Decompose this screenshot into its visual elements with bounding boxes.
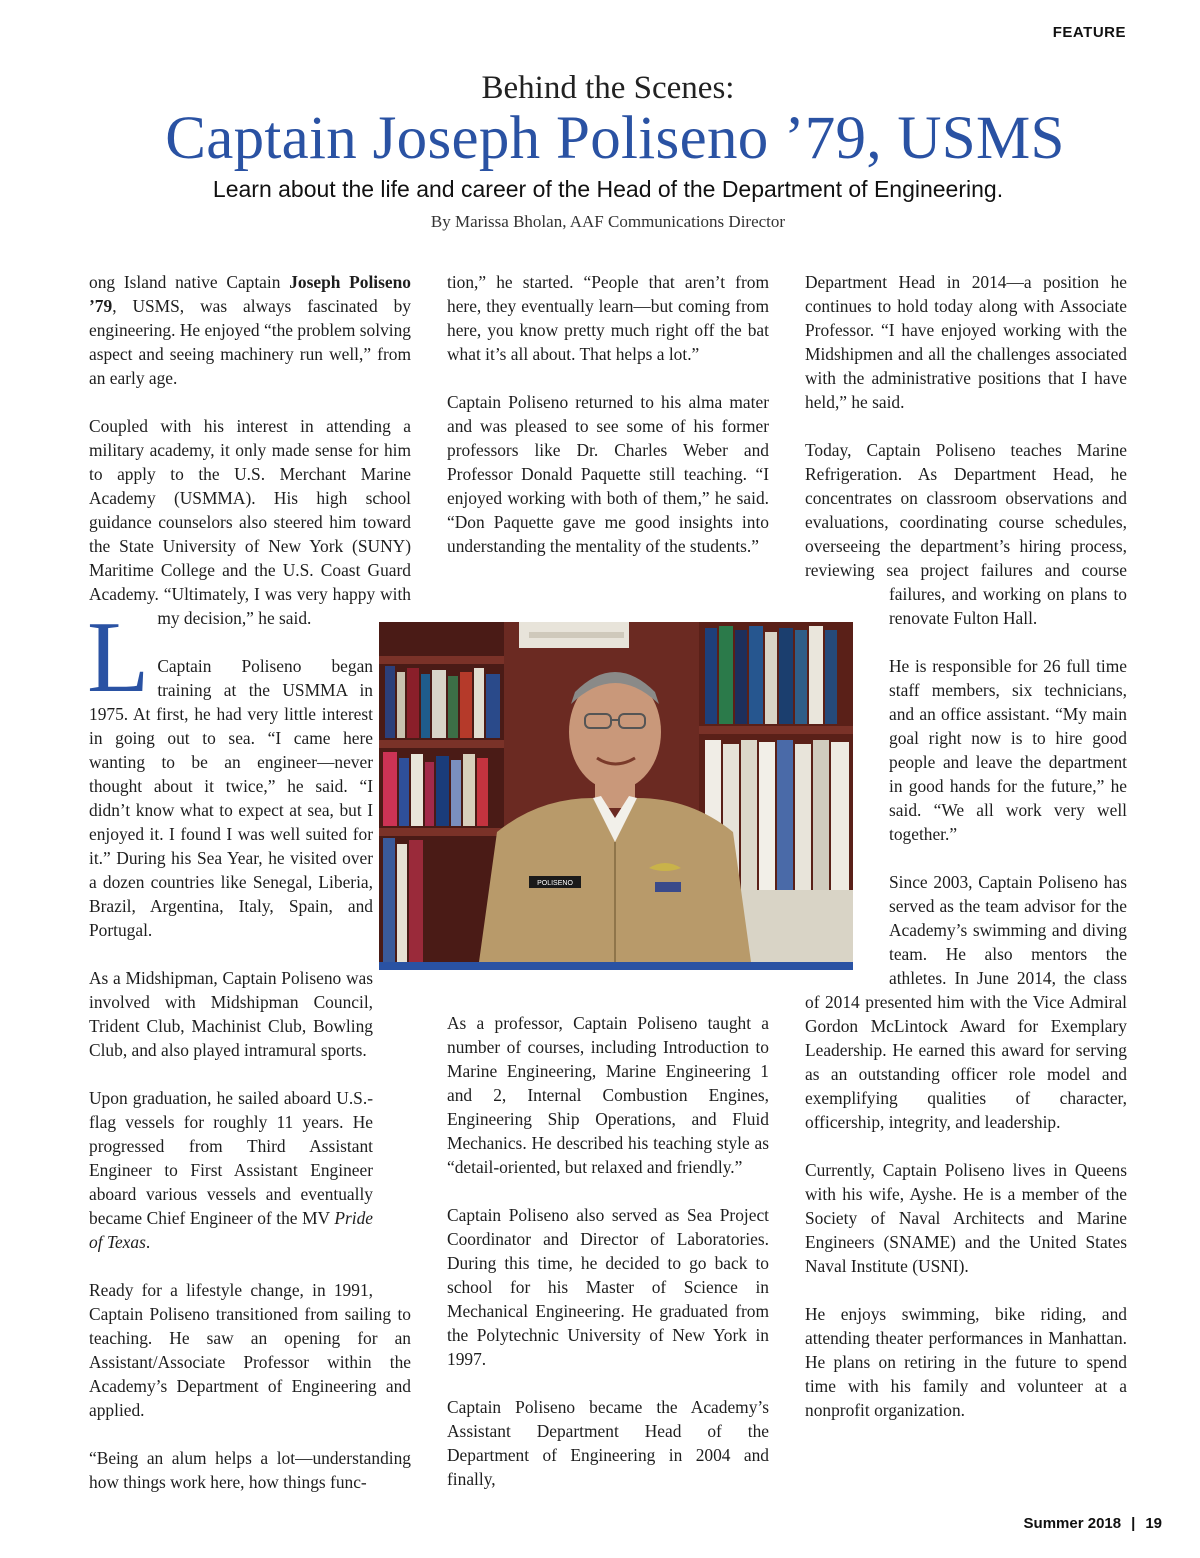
article-byline: By Marissa Bholan, AAF Communications Director: [430, 212, 786, 231]
ship-name: Pride of Texas: [89, 1208, 373, 1252]
portrait-photo: [379, 622, 853, 970]
article-paragraph: He enjoys swimming, bike riding, and attending theater performances in Manhattan. He plans on retiring in the future to spend time with his family and volunteer at a nonprofit organization.: [805, 1304, 1127, 1420]
article-kicker: Behind the Scenes:: [481, 70, 735, 106]
article-paragraph: Captain Poliseno became the Academy’s Assistant Department Head of the Department of Engineering in 2004 and finally,: [447, 1397, 769, 1489]
portrait-image: [379, 622, 853, 962]
article-paragraph: As a Midshipman, Captain Poliseno was involved with Midshipman Council, Trident Club, Machinist Club, Bowling Club, and also played intramural sports.: [89, 968, 373, 1060]
footer-separator: |: [1131, 1515, 1136, 1532]
article-paragraph: Coupled with his interest in attending a military academy, it only made sense for him to apply to the U.S. Merchant Marine Academy (USMMA). His high school guidance counselors also steered him toward the State University of New York (SUNY) Maritime College and the U.S. Coast Guard Academy. “Ultimately, I was very happy with my decision,” he said.: [89, 416, 411, 628]
article-paragraph: Captain Poliseno began training at the USMMA in 1975. At first, he had very little interest in going out to sea. “I came here wanting to be an engineer—never thought about it twice,” he said. “I didn’t know what to expect at sea, but I enjoyed it. I found I was well suited for it.” During his Sea Year, he visited over a dozen countries like Senegal, Liberia, Brazil, Argentina, Italy, Spain, and Portugal.: [89, 656, 373, 940]
page-footer: [1024, 1515, 1162, 1532]
article-deck: Learn about the life and career of the Head of the Department of Engineering.: [212, 176, 1004, 202]
issue-label: Summer 2018: [1023, 1515, 1122, 1532]
article-column-2-lower: [447, 1011, 769, 1491]
article-paragraph: Today, Captain Poliseno teaches Marine Refrigeration. As Department Head, he concentrates on classroom observations and evaluations, coordinating course schedules, overseeing the department’s hiring process, reviewing sea project failures and course failures, and working on plans to renovate Fulton Hall.: [805, 440, 1127, 628]
photo-accent-bar: [379, 962, 853, 970]
section-label: FEATURE: [1052, 24, 1126, 41]
article-paragraph: tion,” he started. “People that aren’t from here, they eventually learn—but coming from here, you know pretty much right off the bat what it’s all about. That helps a lot.”: [447, 272, 769, 364]
article-paragraph: Ready for a lifestyle change, in 1991, Captain Poliseno transitioned from sailing to teaching. He saw an opening for an Assistant/Associate Professor within the Academy’s Department of Engineering and applied.: [89, 1280, 411, 1420]
article-paragraph: Since 2003, Captain Poliseno has served as the team advisor for the Academy’s swimming and diving team. He also mentors the athletes. In June 2014, the class of 2014 presented him with the Vice Admiral Gordon McLintock Award for Exemplary Leadership. He earned this award for serving as an outstanding officer role model and exemplifying qualities of character, officership, integrity, and leadership.: [805, 872, 1127, 1132]
photo-nametag: POLISENO: [537, 880, 573, 887]
article-paragraph: Captain Poliseno returned to his alma mater and was pleased to see some of his former professors like Dr. Charles Weber and Professor Donald Paquette still teaching. “I enjoyed working with both of them,” he said. “Don Paquette gave me good insights into understanding the mentality of the students.”: [447, 392, 769, 556]
article-column-1: [89, 270, 411, 1494]
article-paragraph: Currently, Captain Poliseno lives in Queens with his wife, Ayshe. He is a member of the Society of Naval Architects and Marine Engineers (SNAME) and the United States Naval Institute (USNI).: [805, 1160, 1127, 1276]
article-paragraph: “Being an alum helps a lot—understanding how things work here, how things func-: [89, 1448, 411, 1492]
article-column-3: [805, 270, 1127, 1422]
drop-cap: L: [87, 601, 150, 714]
article-paragraph: As a professor, Captain Poliseno taught a number of courses, including Introduction to Marine Engineering, Marine Engineering 1 and 2, Internal Combustion Engines, Engineering Ship Operations, and Fluid Mechanics. He described his teaching style as “detail-oriented, but relaxed and friendly.”: [447, 1013, 769, 1177]
article-paragraph: Upon graduation, he sailed aboard U.S.-flag vessels for roughly 11 years. He progressed from Third Assistant Engineer to First Assistant Engineer aboard various vessels and eventually became Chief Engineer of the MV Pride of Texas.: [89, 1088, 373, 1252]
article-column-2: [447, 270, 769, 558]
page-number: 19: [1145, 1515, 1162, 1532]
article-title: Captain Joseph Poliseno ’79, USMS: [165, 105, 1065, 172]
article-paragraph: Captain Poliseno also served as Sea Project Coordinator and Director of Laboratories. During this time, he decided to go back to school for his Master of Science in Mechanical Engineering. He graduated from the Polytechnic University of New York in 1997.: [447, 1205, 769, 1369]
subject-name: Joseph Poliseno ’79: [89, 272, 411, 316]
article-paragraph: L ong Island native Captain Joseph Poliseno ’79, USMS, was always fascinated by engineering. He enjoyed “the problem solving aspect and seeing machinery run well,” from an early age.: [87, 272, 411, 714]
article-paragraph: He is responsible for 26 full time staff members, six technicians, and an office assistant. “My main goal right now is to hire good people and leave the department in good hands for the future,” he said. “We all work very well together.”: [889, 656, 1127, 844]
article-paragraph: Department Head in 2014—a position he continues to hold today along with Associate Professor. “I have enjoyed working with the Midshipmen and all the challenges associated with the administrative positions that I have held,” he said.: [805, 272, 1127, 412]
